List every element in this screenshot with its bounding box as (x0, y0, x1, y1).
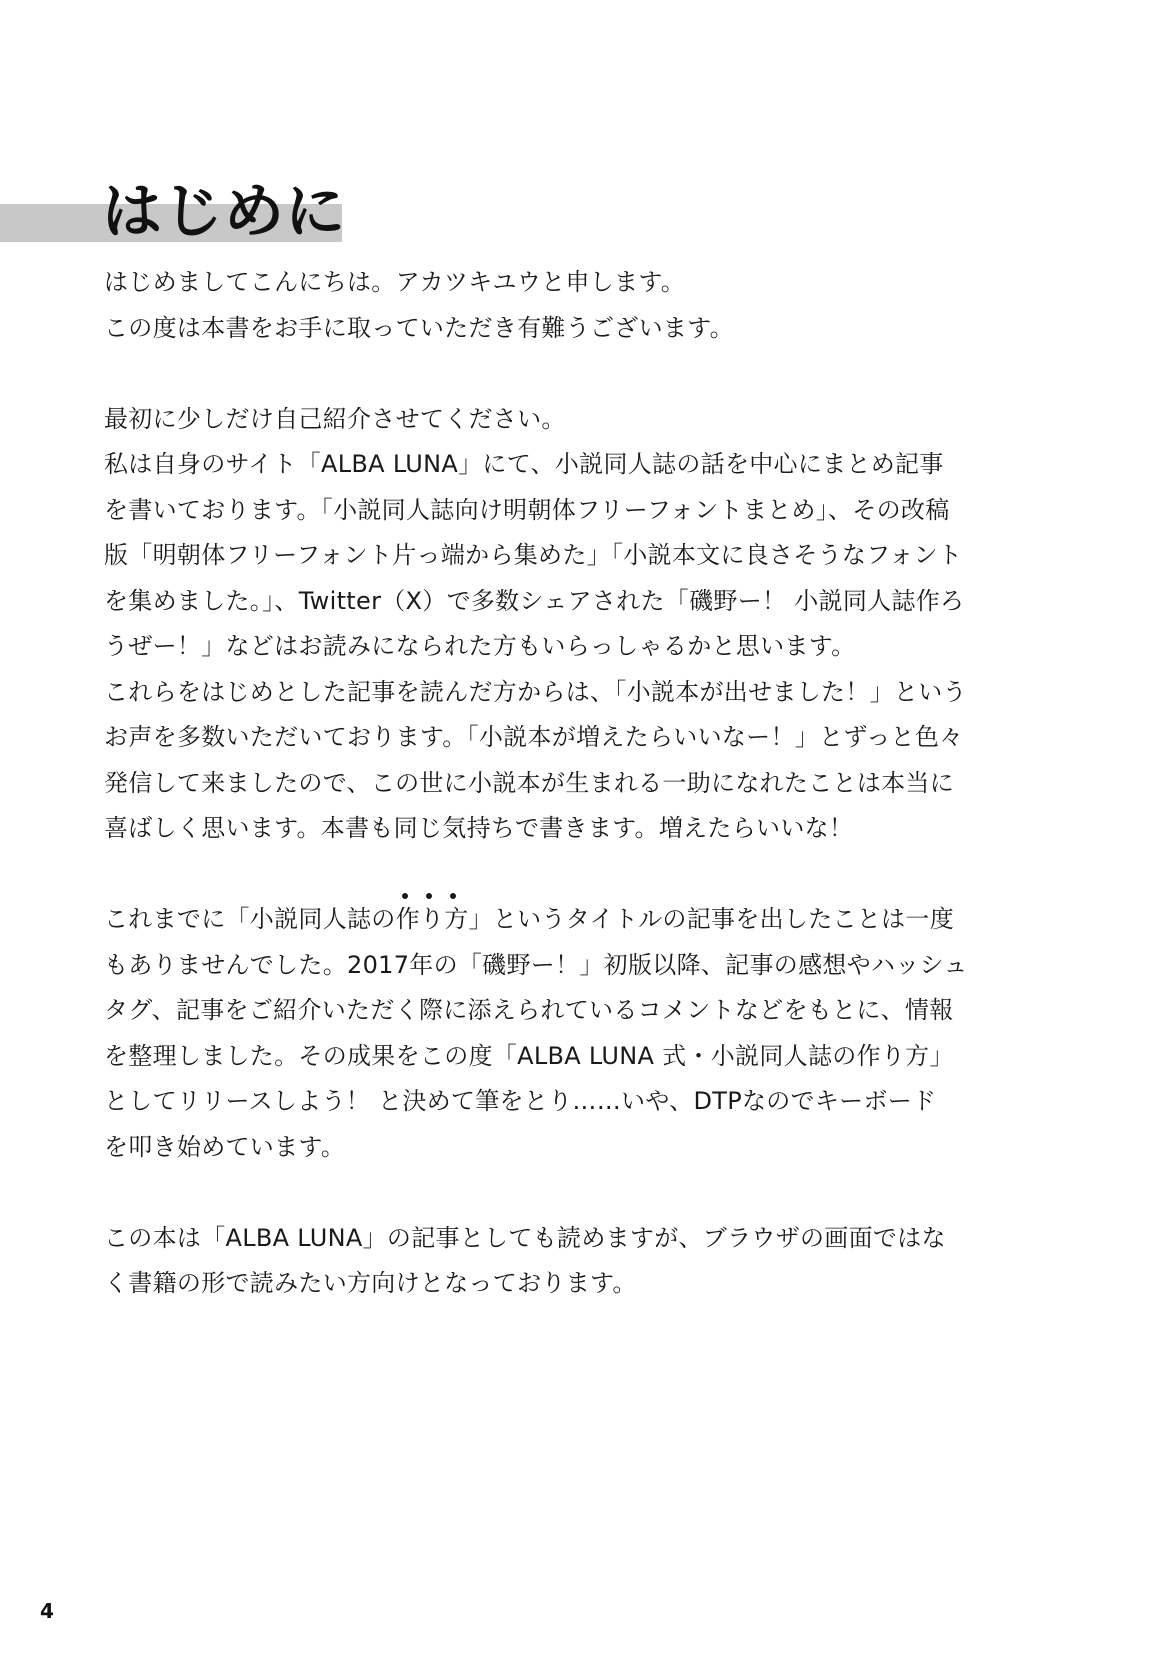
body-text (104, 260, 1004, 1307)
emphasis-label: 作り方 (395, 905, 469, 933)
chapter-title: はじめに (102, 177, 346, 247)
body-line: お声を多数いただいております。「小説本が増えたらいいなー！」とずっと色々 (104, 723, 964, 751)
body-line: もありませんでした。2017年の「磯野ー！」初版以降、記事の感想やハッシュ (104, 950, 968, 979)
body-line: く書籍の形で読みたい方向けとなっております。 (104, 1269, 637, 1297)
body-text-segment: 」というタイトルの記事を出したことは一度 (468, 905, 955, 933)
body-line: を叩き始めています。 (104, 1132, 346, 1161)
emphasis-dot (402, 893, 408, 899)
paragraph-spacer (104, 351, 1004, 397)
emphasis-text (396, 905, 469, 933)
paragraph-spacer (104, 1170, 1004, 1216)
page-number: 4 (40, 1599, 54, 1623)
body-line: 最初に少しだけ自己紹介させてください。 (104, 404, 566, 433)
paragraph-spacer (104, 852, 1004, 898)
body-line: 版「明朝体フリーフォント片っ端から集めた」「小説本文に良さそうなフォント (104, 541, 963, 569)
emphasis-dot (450, 893, 456, 899)
body-line: を整理しました。その成果をこの度「ALBA LUNA 式・小説同人誌の作り方」 (104, 1041, 954, 1070)
body-line (104, 897, 1004, 943)
body-line: としてリリースしよう！ と決めて筆をとり……いや、DTPなのでキーボード (104, 1087, 937, 1115)
body-line: これらをはじめとした記事を読んだ方からは、「小説本が出せました！」という (104, 677, 967, 706)
body-line: 喜ばしく思います。本書も同じ気持ちで書きます。増えたらいいな！ (104, 814, 854, 842)
body-line: 私は自身のサイト「ALBA LUNA」にて、小説同人誌の話を中心にまとめ記事 (104, 450, 944, 478)
body-line: この本は「ALBA LUNA」の記事としても読めますが、ブラウザの画面ではな (104, 1223, 946, 1252)
body-text-segment: これまでに「小説同人誌の (104, 905, 396, 933)
body-line: タグ、記事をご紹介いただく際に添えられているコメントなどをもとに、情報 (104, 996, 954, 1024)
body-line: うぜー！」などはお読みになられた方もいらっしゃるかと思います。 (104, 632, 856, 660)
body-line: を書いております。「小説同人誌向け明朝体フリーフォントまとめ」、その改稿 (104, 495, 950, 524)
body-line: 発信して来ましたので、この世に小説本が生まれる一助になれたことは本当に (104, 768, 955, 797)
body-line: を集めました。」、Twitter（X）で多数シェアされた「磯野ー！ 小説同人誌作ろ (104, 586, 965, 615)
emphasis-dot (426, 893, 432, 899)
body-line: はじめましてこんにちは。アカツキユウと申します。 (104, 268, 686, 296)
body-line: この度は本書をお手に取っていただき有難うございます。 (104, 313, 734, 342)
